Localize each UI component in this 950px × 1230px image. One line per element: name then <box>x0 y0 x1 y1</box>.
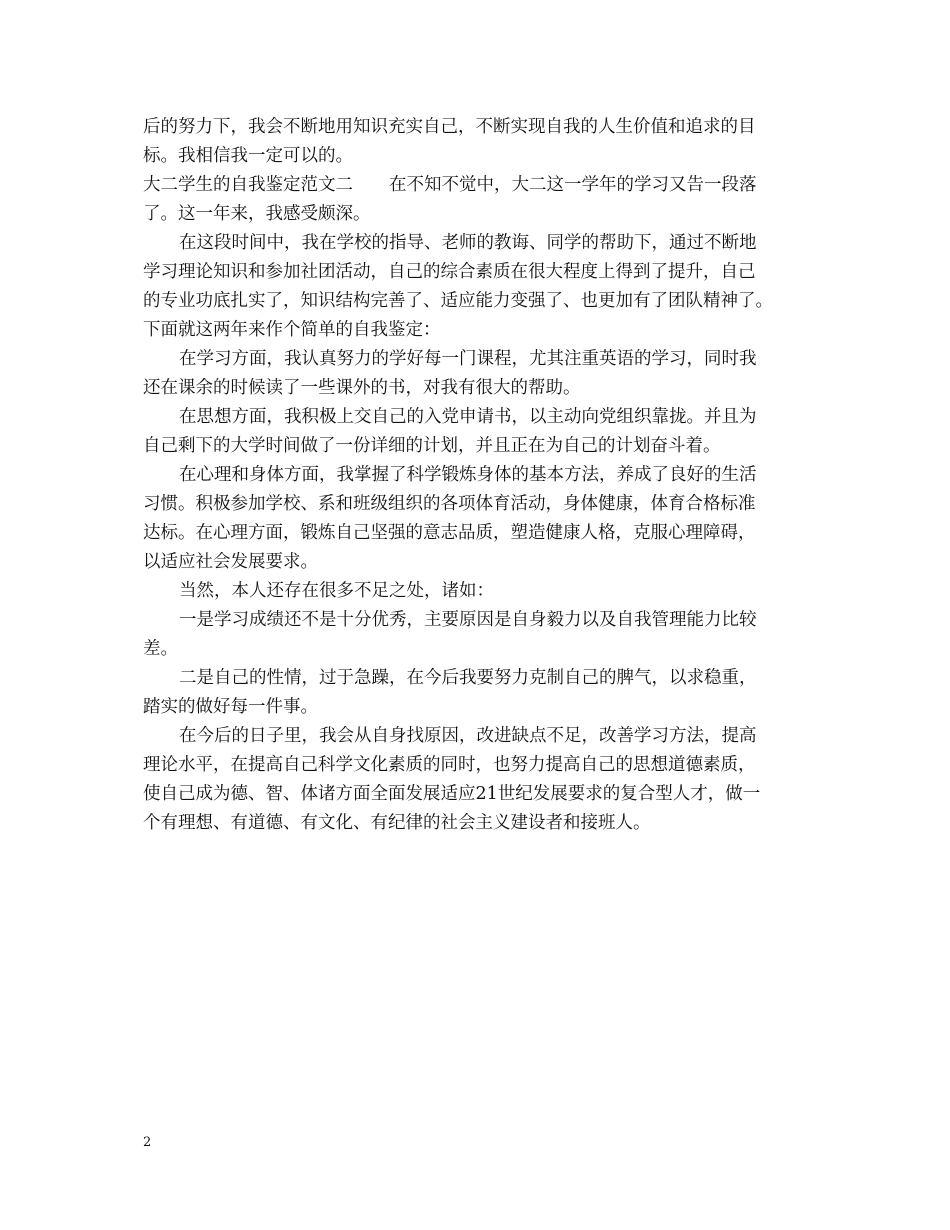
text-line: 使自己成为德、智、体诸方面全面发展适应21世纪发展要求的复合型人才，做一 <box>143 784 761 804</box>
text-line: 了。这一年来，我感受颇深。 <box>143 204 371 224</box>
paragraph-start: 在思想方面，我积极上交自己的入党申请书，以主动向党组织靠拢。并且为 <box>179 407 757 427</box>
section-heading: 大二学生的自我鉴定范文二 <box>143 175 353 195</box>
paragraph-start: 在这段时间中，我在学校的指导、老师的教诲、同学的帮助下，通过不断地 <box>179 233 757 253</box>
text-line: 还在课余的时候读了一些课外的书，对我有很大的帮助。 <box>143 378 581 398</box>
text-line: 的专业功底扎实了，知识结构完善了、适应能力变强了、也更加有了团队精神了。 <box>143 291 773 311</box>
text-line: 理论水平，在提高自己科学文化素质的同时，也努力提高自己的思想道德素质， <box>143 755 756 775</box>
paragraph-start: 二是自己的性情，过于急躁，在今后我要努力克制自己的脾气，以求稳重， <box>179 668 757 688</box>
text-line: 后的努力下，我会不断地用知识充实自己，不断实现自我的人生价值和追求的目 <box>143 117 756 137</box>
text-line: 习惯。积极参加学校、系和班级组织的各项体育活动，身体健康，体育合格标准 <box>143 494 756 514</box>
text-line: 下面就这两年来作个简单的自我鉴定： <box>143 320 441 340</box>
paragraph-start: 一是学习成绩还不是十分优秀，主要原因是自身毅力以及自我管理能力比较 <box>179 610 757 630</box>
document-body <box>143 113 815 838</box>
paragraph-start: 当然，本人还存在很多不足之处，诸如： <box>179 581 494 601</box>
text-line: 在不知不觉中，大二这一学年的学习又告一段落 <box>389 175 757 195</box>
text-line: 达标。在心理方面，锻炼自己坚强的意志品质，塑造健康人格，克服心理障碍， <box>143 523 756 543</box>
text-line: 以适应社会发展要求。 <box>143 552 318 572</box>
text-line: 踏实的做好每一件事。 <box>143 697 318 717</box>
text-line: 个有理想、有道德、有文化、有纪律的社会主义建设者和接班人。 <box>143 813 651 833</box>
text-line: 自己剩下的大学时间做了一份详细的计划，并且正在为自己的计划奋斗着。 <box>143 436 721 456</box>
paragraph-start: 在今后的日子里，我会从自身找原因，改进缺点不足，改善学习方法，提高 <box>179 726 757 746</box>
paragraph-start: 在心理和身体方面，我掌握了科学锻炼身体的基本方法，养成了良好的生活 <box>179 465 757 485</box>
text-line: 学习理论知识和参加社团活动，自己的综合素质在很大程度上得到了提升，自己 <box>143 262 756 282</box>
text-line: 标。我相信我一定可以的。 <box>143 146 353 166</box>
page-number: 2 <box>143 1135 152 1150</box>
heading-line <box>143 171 815 200</box>
paragraph-start: 在学习方面，我认真努力的学好每一门课程，尤其注重英语的学习，同时我 <box>179 349 757 369</box>
text-line: 差。 <box>143 639 178 659</box>
